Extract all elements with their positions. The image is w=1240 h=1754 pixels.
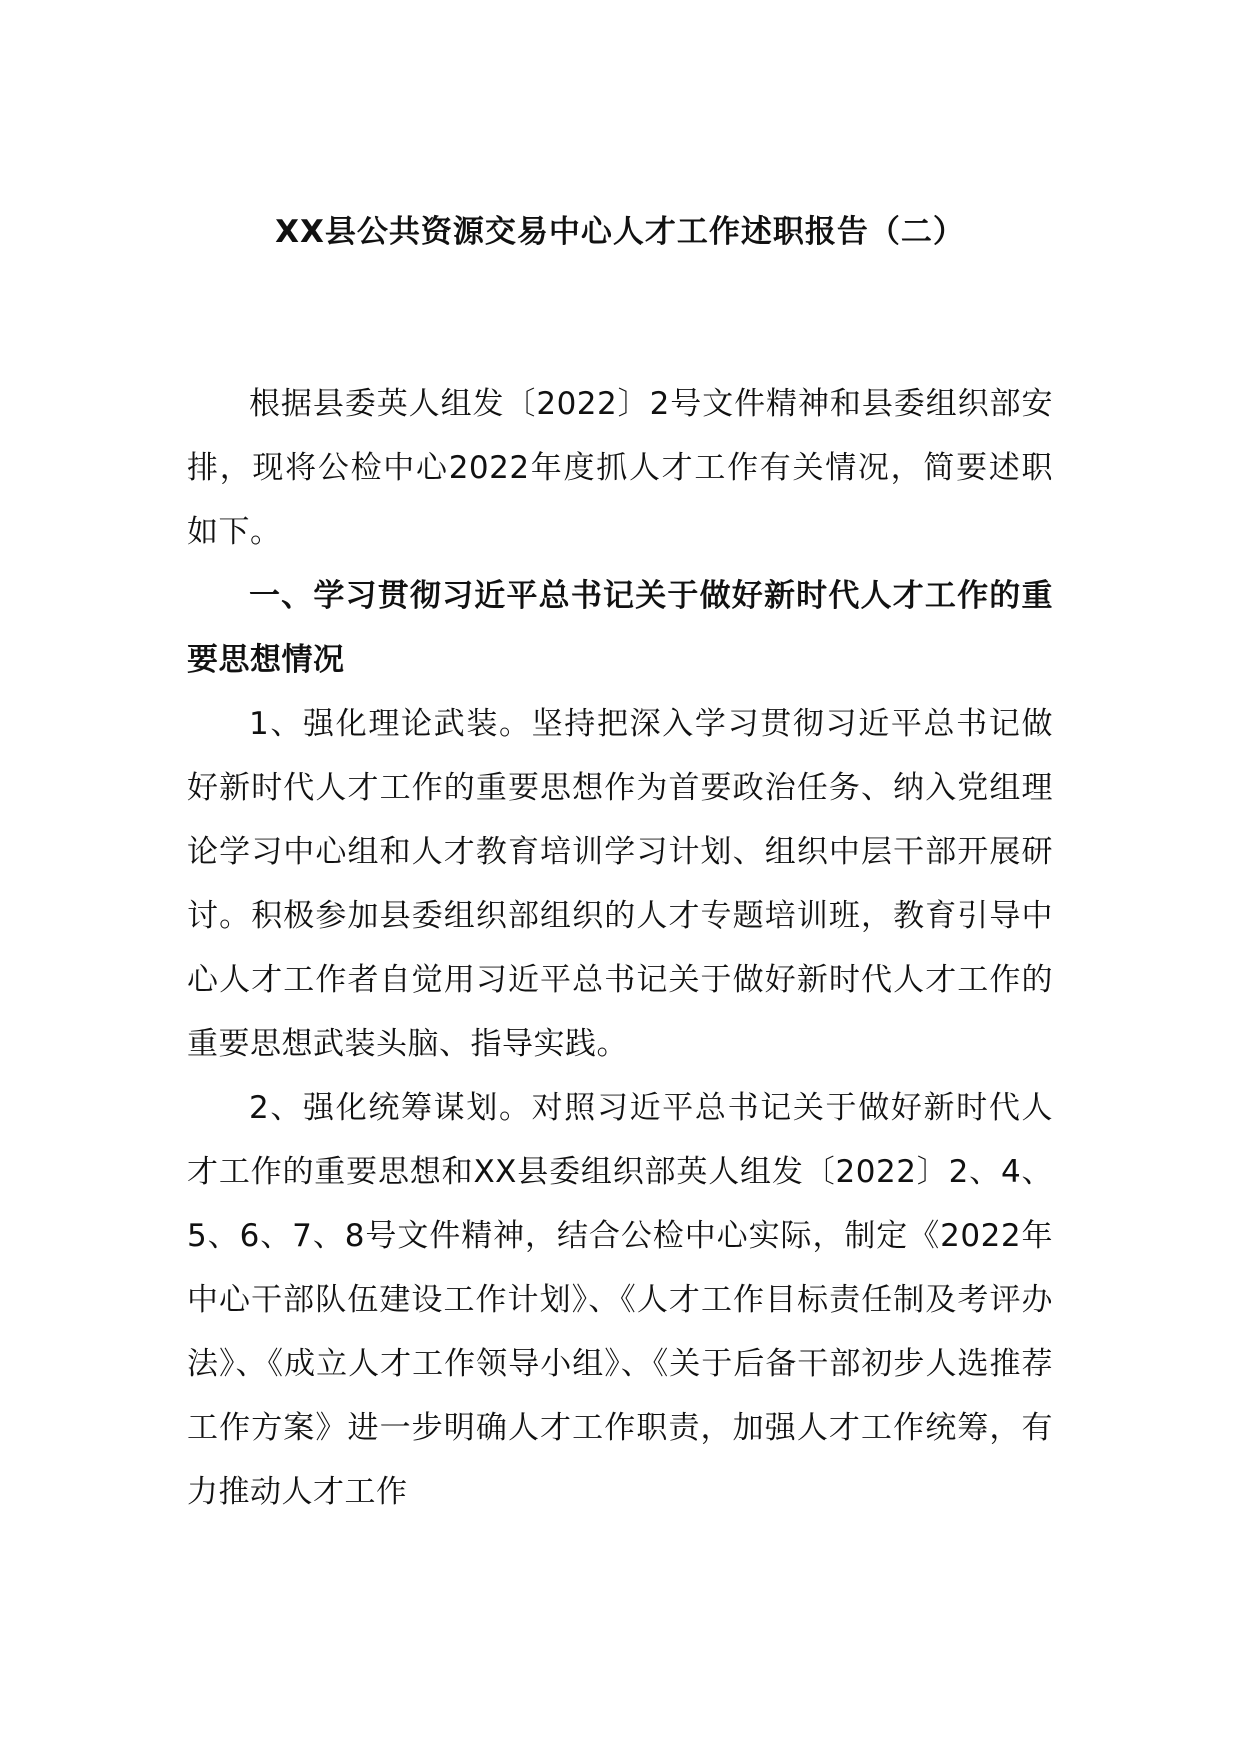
item-paragraph-2: 2、强化统筹谋划。对照习近平总书记关于做好新时代人才工作的重要思想和XX县委组织部英人组发〔2022〕2、4、5、6、7、8号文件精神，结合公检中心实际，制定《2022年中心干部队伍建设工作计划》、《人才工作目标责任制及考评办法》、《成立人才工作领导小组》、《关于后备干部初步人选推荐工作方案》进一步明确人才工作职责，加强人才工作统筹，有力推动人才工作 — [187, 1090, 1053, 1510]
document-body — [187, 372, 1053, 1524]
section-heading: 一、学习贯彻习近平总书记关于做好新时代人才工作的重要思想情况 — [187, 578, 1053, 678]
document-title: XX县公共资源交易中心人才工作述职报告（二） — [275, 214, 965, 250]
item-paragraph-1: 1、强化理论武装。坚持把深入学习贯彻习近平总书记做好新时代人才工作的重要思想作为首要政治任务、纳入党组理论学习中心组和人才教育培训学习计划、组织中层干部开展研讨。积极参加县委组织部组织的人才专题培训班，教育引导中心人才工作者自觉用习近平总书记关于做好新时代人才工作的重要思想武装头脑、指导实践。 — [187, 706, 1053, 1062]
intro-paragraph: 根据县委英人组发〔2022〕2号文件精神和县委组织部安排，现将公检中心2022年度抓人才工作有关情况，简要述职如下。 — [187, 386, 1053, 550]
